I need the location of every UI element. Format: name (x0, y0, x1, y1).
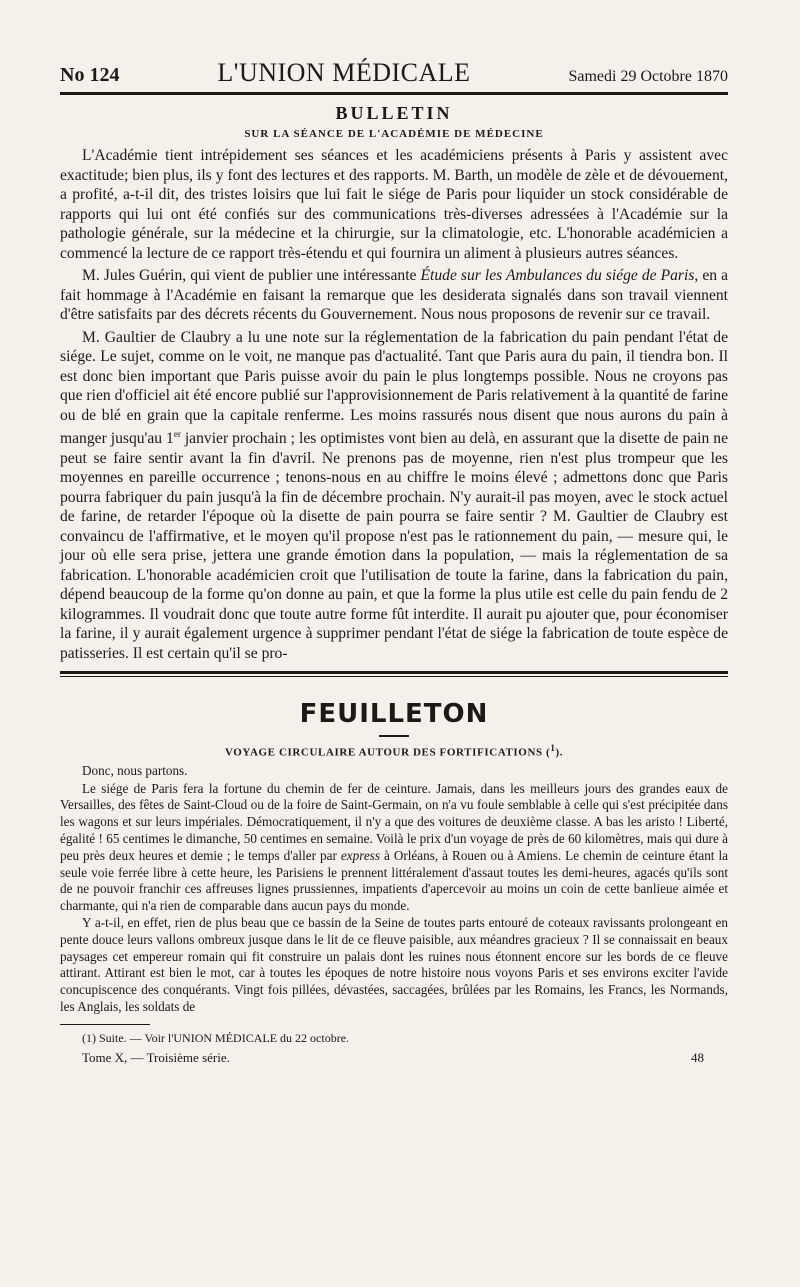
issue-number: No 124 (60, 64, 120, 86)
masthead (60, 58, 728, 95)
page (60, 58, 728, 1066)
text-run: M. Gaultier de Claubry a lu une note sur la réglementation de la fabrication du pain pendant l'état de siége. Le sujet, comme on le voit, ne manque pas d'actualité. Tant que Paris aura du pain, il tiendra bon. Il est donc bien important que Paris puisse avoir du pain le plus longtemps possible. Nous ne croyons pas que rien d'officiel ait été encore publié sur l'approvisionnement de Paris relativement à la quantité de farine ou de blé en grain que la capitale renferme. Les moins rassurés nous disent que nous aurons du pain à manger jusqu'au 1 (60, 328, 728, 448)
footnote-rule (60, 1024, 150, 1025)
text-run: janvier prochain ; les optimistes vont bien au delà, en assurant que la disette de pain ne peut se faire sentir avant la fin d'avril. Ne prenons pas de moyenne, rien n'est plus trompeur que les moyennes en pareille occurrence ; tenons-nous en au chiffre le moins élevé ; admettons donc que Paris pourra fabriquer du pain jusqu'à la fin de décembre prochain. N'y aurait-il pas moyen, avec le stock actuel de farine, de retarder l'époque où la disette de pain pourra se faire sentir ? M. Gaultier de Claubry est convaincu de l'affirmative, et le moyen qu'il propose n'est pas le rationnement du pain, — mesure qui, le jour où elle sera prise, jettera une grande émotion dans la population, — mais la réglementation de sa fabrication. L'honorable académicien croit que l'utilisation de toute la farine, dans la fabrication du pain, dépend beaucoup de la forme qu'on donne au pain, et que la forme la plus utile est celle du pain fendu de 2 kilogrammes. Il voudrait donc que toute autre forme fût interdite. Il aurait pu ajouter que, pour économiser la farine, il y aurait également urgence à supprimer pendant l'état de siége la fabrication de toute espèce de patisseries. Il est certain qu'il se pro- (60, 430, 729, 662)
text-run: , en a fait hommage à l'Académie en faisant la remarque que les desiderata signalés dans son travail viennent d'être satisfaits par des décrets récents du Gouvernement. Nous nous proposons de revenir sur ce travail. (60, 267, 728, 323)
bulletin-section (60, 103, 728, 663)
bulletin-paragraph-2 (60, 266, 728, 325)
feuilleton-paragraph-2: Y a-t-il, en effet, rien de plus beau que ce bassin de la Seine de toutes parts entouré de coteaux ravissants prolongeant en pente douce leurs vallons ombreux jusque dans le lit de ce fleuve paisible, aux méandres gracieux ? Il se connaissait en beaux paysages cet empereur romain qui fit construire un palais dont les ruines nous étonnent encore sur les bords de ce fleuve attirant. Attirant est bien le mot, car à toutes les époques de notre histoire nous voyons Paris et ses environs exciter l'avide concupiscence des conquérants. Vingt fois pillées, dévastées, saccagées, brûlées par les Romains, les Francs, les Normands, les Anglais, les soldats de (60, 915, 728, 1014)
title-dash (379, 735, 409, 737)
feuilleton-section (60, 699, 728, 1016)
feuilleton-paragraph-1 (60, 781, 728, 915)
bulletin-paragraph-3 (60, 328, 728, 664)
footnote: (1) Suite. — Voir l'UNION MÉDICALE du 22 octobre. (82, 1030, 350, 1045)
superscript: er (173, 429, 181, 439)
feuilleton-paragraph-0: Donc, nous partons. (82, 762, 188, 778)
italic-run: Étude sur les Ambulances du siége de Paris (420, 267, 695, 284)
text-run: ). (555, 746, 564, 759)
text-run: M. Jules Guérin, qui vient de publier une intéressante (82, 267, 421, 284)
text-run: VOYAGE CIRCULAIRE AUTOUR DES FORTIFICATIONS ( (224, 746, 551, 759)
feuilleton-title: FEUILLETON (299, 699, 489, 730)
journal-title: L'UNION MÉDICALE (217, 58, 471, 87)
page-footer (60, 1050, 728, 1066)
bulletin-paragraph-1: L'Académie tient intrépidement ses séances et les académiciens présents à Paris y assistent avec exactitude; bien plus, ils y font des lectures et des rapports. M. Barth, un modèle de zèle et de dévouement, a profité, a-t-il dit, des tristes loisirs que lui fait le siége de Paris pour liquider un stock considérable de rapports qui lui ont été confiés sur des communications très-diverses adressées à l'Académie sur la pathologie générale, sur la médecine et la chirurgie, sur la climatologie, etc. L'honorable académicien a commencé la lecture de ce rapport très-étendu et qui fournira un aliment à plusieurs autres séances. (60, 147, 728, 262)
issue-date: Samedi 29 Octobre 1870 (568, 68, 728, 85)
section-divider (60, 671, 728, 677)
bulletin-subtitle: SUR LA SÉANCE DE L'ACADÉMIE DE MÉDECINE (244, 128, 544, 140)
feuilleton-subtitle (60, 743, 728, 759)
bulletin-title: BULLETIN (335, 103, 453, 123)
italic-run: express (340, 847, 380, 863)
tome-label: Tome X, — Troisième série. (82, 1049, 230, 1065)
text-run: à Orléans, à Rouen ou à Amiens. Le chemin de ceinture étant la seule voie ferrée libre à cette heure, les Parisiens le prennent littéralement d'assaut toutes les demi-heures, agacés qu'ils sont de ne pouvoir franchir ces affreuses lignes prussiennes, impatients d'apercevoir au moins un coin de cette banlieue aimée et charmante, qui n'a rien de comparable dans aucun pays du monde. (60, 847, 729, 914)
page-number: 48 (691, 1049, 704, 1065)
text-run: Le siége de Paris fera la fortune du chemin de fer de ceinture. Jamais, dans les meilleurs jours des grandes eaux de Versailles, des fêtes de Saint-Cloud ou de la foire de Saint-Germain, on n'a vu foule semblable à celle qui s'est précipitée dans les wagons et sur leurs impériales. Démocratiquement, il n'y a que des voitures de deuxième classe. A bas les aristo ! Liberté, égalité ! 65 centimes le dimanche, 50 centimes en semaine. Voilà le prix d'un voyage de près de 60 kilomètres, mais qui dure à peu près deux heures et demie ; le temps d'aller par (60, 780, 728, 863)
footnote-ref: 1 (550, 743, 556, 754)
